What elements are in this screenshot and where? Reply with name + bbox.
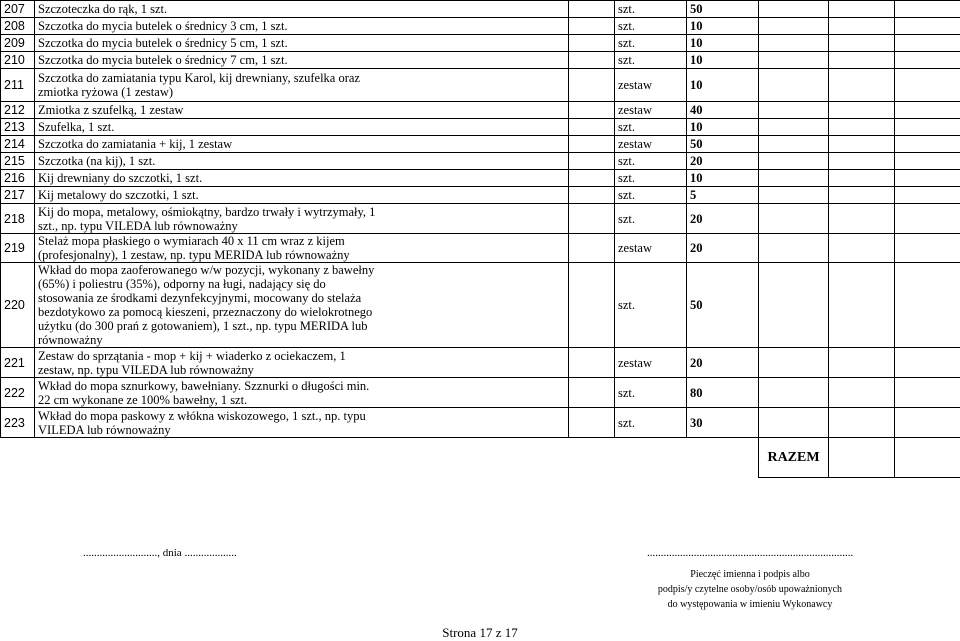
item-number: 207 bbox=[1, 1, 35, 18]
unit-cell: zestaw bbox=[615, 234, 687, 263]
empty-cell bbox=[569, 263, 615, 348]
item-number: 214 bbox=[1, 136, 35, 153]
table-row bbox=[1, 234, 960, 263]
unit-cell: szt. bbox=[615, 170, 687, 187]
total-cell bbox=[829, 438, 895, 478]
empty-cell bbox=[569, 153, 615, 170]
empty-cell bbox=[895, 18, 960, 35]
signature-line: ........................................................................... bbox=[647, 547, 853, 559]
quantity-cell: 20 bbox=[687, 234, 759, 263]
table-row bbox=[1, 187, 960, 204]
item-number: 215 bbox=[1, 153, 35, 170]
quantity-cell: 5 bbox=[687, 187, 759, 204]
item-description: Szufelka, 1 szt. bbox=[35, 119, 569, 136]
description-line: Stelaż mopa płaskiego o wymiarach 40 x 11 cm wraz z kijem bbox=[38, 234, 565, 248]
empty-cell bbox=[569, 234, 615, 263]
empty-cell bbox=[895, 35, 960, 52]
empty-cell bbox=[829, 170, 895, 187]
empty-cell bbox=[569, 119, 615, 136]
page-footer: Strona 17 z 17 bbox=[0, 625, 960, 641]
description-line: użytku (do 300 prań z gotowaniem), 1 szt., np. typu MERIDA lub bbox=[38, 319, 565, 333]
empty-cell bbox=[569, 204, 615, 234]
signature-caption-line: podpis/y czytelne osoby/osób upoważnionych bbox=[640, 582, 860, 597]
empty-cell bbox=[759, 1, 829, 18]
item-description bbox=[35, 263, 569, 348]
empty-cell bbox=[829, 408, 895, 438]
unit-cell: szt. bbox=[615, 187, 687, 204]
unit-cell: zestaw bbox=[615, 348, 687, 378]
table-row bbox=[1, 348, 960, 378]
table-row bbox=[1, 136, 960, 153]
empty-cell bbox=[569, 1, 615, 18]
unit-cell: szt. bbox=[615, 408, 687, 438]
empty-cell bbox=[895, 153, 960, 170]
item-number: 219 bbox=[1, 234, 35, 263]
empty-cell bbox=[759, 136, 829, 153]
empty-cell bbox=[569, 170, 615, 187]
table-row bbox=[1, 170, 960, 187]
unit-cell: zestaw bbox=[615, 69, 687, 102]
description-line: Wkład do mopa sznurkowy, bawełniany. Szznurki o długości min. bbox=[38, 379, 565, 393]
empty-cell bbox=[569, 378, 615, 408]
item-description: Szczotka do mycia butelek o średnicy 7 cm, 1 szt. bbox=[35, 52, 569, 69]
empty-cell bbox=[895, 136, 960, 153]
quantity-cell: 10 bbox=[687, 119, 759, 136]
item-description bbox=[35, 234, 569, 263]
quantity-cell: 20 bbox=[687, 204, 759, 234]
empty-cell bbox=[759, 348, 829, 378]
empty-cell bbox=[829, 234, 895, 263]
description-line: Wkład do mopa paskowy z włókna wiskozowego, 1 szt., np. typu bbox=[38, 409, 565, 423]
unit-cell: zestaw bbox=[615, 102, 687, 119]
item-number: 217 bbox=[1, 187, 35, 204]
empty-cell bbox=[895, 408, 960, 438]
description-line: (65%) i poliestru (35%), odporny na ługi, nadający się do bbox=[38, 277, 565, 291]
description-line: szt., np. typu VILEDA lub równoważny bbox=[38, 219, 565, 233]
unit-cell: szt. bbox=[615, 1, 687, 18]
empty-cell bbox=[759, 119, 829, 136]
description-line: równoważny bbox=[38, 333, 565, 347]
item-description: Szczotka do mycia butelek o średnicy 3 cm, 1 szt. bbox=[35, 18, 569, 35]
quantity-cell: 80 bbox=[687, 378, 759, 408]
signature-caption-line: Pieczęć imienna i podpis albo bbox=[640, 567, 860, 582]
item-number: 213 bbox=[1, 119, 35, 136]
item-description: Zmiotka z szufelką, 1 zestaw bbox=[35, 102, 569, 119]
empty-cell bbox=[829, 52, 895, 69]
empty-cell bbox=[569, 35, 615, 52]
table-row bbox=[1, 119, 960, 136]
table-row bbox=[1, 408, 960, 438]
quantity-cell: 10 bbox=[687, 69, 759, 102]
table-row bbox=[1, 1, 960, 18]
table-row bbox=[1, 69, 960, 102]
empty-cell bbox=[895, 187, 960, 204]
quantity-cell: 10 bbox=[687, 170, 759, 187]
quantity-cell: 40 bbox=[687, 102, 759, 119]
empty-cell bbox=[829, 119, 895, 136]
quantity-cell: 10 bbox=[687, 35, 759, 52]
unit-cell: szt. bbox=[615, 378, 687, 408]
empty-cell bbox=[895, 204, 960, 234]
empty-cell bbox=[895, 263, 960, 348]
item-description bbox=[35, 69, 569, 102]
item-number: 212 bbox=[1, 102, 35, 119]
empty-cell bbox=[759, 69, 829, 102]
unit-cell: szt. bbox=[615, 204, 687, 234]
empty-cell bbox=[759, 170, 829, 187]
item-description: Kij drewniany do szczotki, 1 szt. bbox=[35, 170, 569, 187]
empty-cell bbox=[829, 1, 895, 18]
item-number: 220 bbox=[1, 263, 35, 348]
item-number: 218 bbox=[1, 204, 35, 234]
item-number: 222 bbox=[1, 378, 35, 408]
table-row bbox=[1, 52, 960, 69]
empty-cell bbox=[569, 69, 615, 102]
signature-caption bbox=[640, 567, 860, 612]
item-number: 208 bbox=[1, 18, 35, 35]
empty-cell bbox=[895, 52, 960, 69]
item-description: Kij metalowy do szczotki, 1 szt. bbox=[35, 187, 569, 204]
item-description: Szczoteczka do rąk, 1 szt. bbox=[35, 1, 569, 18]
empty-cell bbox=[829, 204, 895, 234]
empty-cell bbox=[829, 378, 895, 408]
empty-cell bbox=[895, 1, 960, 18]
empty-cell bbox=[829, 102, 895, 119]
summary-row bbox=[1, 438, 960, 478]
unit-cell: szt. bbox=[615, 35, 687, 52]
unit-cell: zestaw bbox=[615, 136, 687, 153]
description-line: VILEDA lub równoważny bbox=[38, 423, 565, 437]
empty-cell bbox=[569, 18, 615, 35]
empty-cell bbox=[569, 136, 615, 153]
item-number: 209 bbox=[1, 35, 35, 52]
unit-cell: szt. bbox=[615, 263, 687, 348]
item-description bbox=[35, 348, 569, 378]
item-description: Szczotka do mycia butelek o średnicy 5 cm, 1 szt. bbox=[35, 35, 569, 52]
description-line: Wkład do mopa zaoferowanego w/w pozycji, wykonany z bawełny bbox=[38, 263, 565, 277]
empty-cell bbox=[569, 102, 615, 119]
total-cell bbox=[895, 438, 960, 478]
summary-spacer bbox=[1, 438, 759, 478]
table-row bbox=[1, 378, 960, 408]
empty-cell bbox=[759, 263, 829, 348]
empty-cell bbox=[759, 408, 829, 438]
quantity-cell: 50 bbox=[687, 136, 759, 153]
empty-cell bbox=[759, 52, 829, 69]
empty-cell bbox=[759, 187, 829, 204]
item-number: 210 bbox=[1, 52, 35, 69]
empty-cell bbox=[895, 119, 960, 136]
item-description bbox=[35, 408, 569, 438]
empty-cell bbox=[829, 136, 895, 153]
empty-cell bbox=[759, 204, 829, 234]
item-description bbox=[35, 204, 569, 234]
empty-cell bbox=[759, 378, 829, 408]
empty-cell bbox=[829, 18, 895, 35]
empty-cell bbox=[895, 378, 960, 408]
item-number: 221 bbox=[1, 348, 35, 378]
description-line: 22 cm wykonane ze 100% bawełny, 1 szt. bbox=[38, 393, 565, 407]
table-row bbox=[1, 153, 960, 170]
unit-cell: szt. bbox=[615, 18, 687, 35]
quantity-cell: 30 bbox=[687, 408, 759, 438]
empty-cell bbox=[895, 69, 960, 102]
description-line: bezdotykowo za pomocą kieszeni, przeznaczony do wielokrotnego bbox=[38, 305, 565, 319]
table-row bbox=[1, 204, 960, 234]
table-row bbox=[1, 35, 960, 52]
empty-cell bbox=[829, 153, 895, 170]
quantity-cell: 10 bbox=[687, 52, 759, 69]
description-line: zestaw, np. typu VILEDA lub równoważny bbox=[38, 363, 565, 377]
unit-cell: szt. bbox=[615, 119, 687, 136]
item-number: 211 bbox=[1, 69, 35, 102]
razem-label: RAZEM bbox=[759, 438, 829, 478]
empty-cell bbox=[829, 35, 895, 52]
empty-cell bbox=[759, 35, 829, 52]
unit-cell: szt. bbox=[615, 52, 687, 69]
empty-cell bbox=[829, 348, 895, 378]
description-line: Zestaw do sprzątania - mop + kij + wiaderko z ociekaczem, 1 bbox=[38, 349, 565, 363]
empty-cell bbox=[569, 408, 615, 438]
place-date-line: ..........................., dnia ................... bbox=[83, 547, 237, 559]
empty-cell bbox=[759, 102, 829, 119]
quantity-cell: 50 bbox=[687, 263, 759, 348]
unit-cell: szt. bbox=[615, 153, 687, 170]
description-line: Szczotka do zamiatania typu Karol, kij drewniany, szufelka oraz bbox=[38, 71, 565, 85]
quantity-cell: 50 bbox=[687, 1, 759, 18]
table-row bbox=[1, 263, 960, 348]
description-line: Kij do mopa, metalowy, ośmiokątny, bardzo trwały i wytrzymały, 1 bbox=[38, 205, 565, 219]
item-description: Szczotka (na kij), 1 szt. bbox=[35, 153, 569, 170]
empty-cell bbox=[759, 153, 829, 170]
empty-cell bbox=[759, 234, 829, 263]
description-line: (profesjonalny), 1 zestaw, np. typu MERIDA lub równoważny bbox=[38, 248, 565, 262]
item-number: 223 bbox=[1, 408, 35, 438]
empty-cell bbox=[759, 18, 829, 35]
item-description bbox=[35, 378, 569, 408]
empty-cell bbox=[569, 187, 615, 204]
empty-cell bbox=[895, 170, 960, 187]
empty-cell bbox=[569, 52, 615, 69]
quantity-cell: 10 bbox=[687, 18, 759, 35]
empty-cell bbox=[895, 348, 960, 378]
description-line: stosowania ze środkami dezynfekcyjnymi, mocowany do stelaża bbox=[38, 291, 565, 305]
table-row bbox=[1, 18, 960, 35]
signature-caption-line: do występowania w imieniu Wykonawcy bbox=[640, 597, 860, 612]
empty-cell bbox=[569, 348, 615, 378]
empty-cell bbox=[895, 102, 960, 119]
empty-cell bbox=[895, 234, 960, 263]
empty-cell bbox=[829, 187, 895, 204]
description-line: zmiotka ryżowa (1 zestaw) bbox=[38, 85, 565, 99]
quantity-cell: 20 bbox=[687, 348, 759, 378]
empty-cell bbox=[829, 69, 895, 102]
quantity-cell: 20 bbox=[687, 153, 759, 170]
item-description: Szczotka do zamiatania + kij, 1 zestaw bbox=[35, 136, 569, 153]
empty-cell bbox=[829, 263, 895, 348]
item-number: 216 bbox=[1, 170, 35, 187]
table-row bbox=[1, 102, 960, 119]
